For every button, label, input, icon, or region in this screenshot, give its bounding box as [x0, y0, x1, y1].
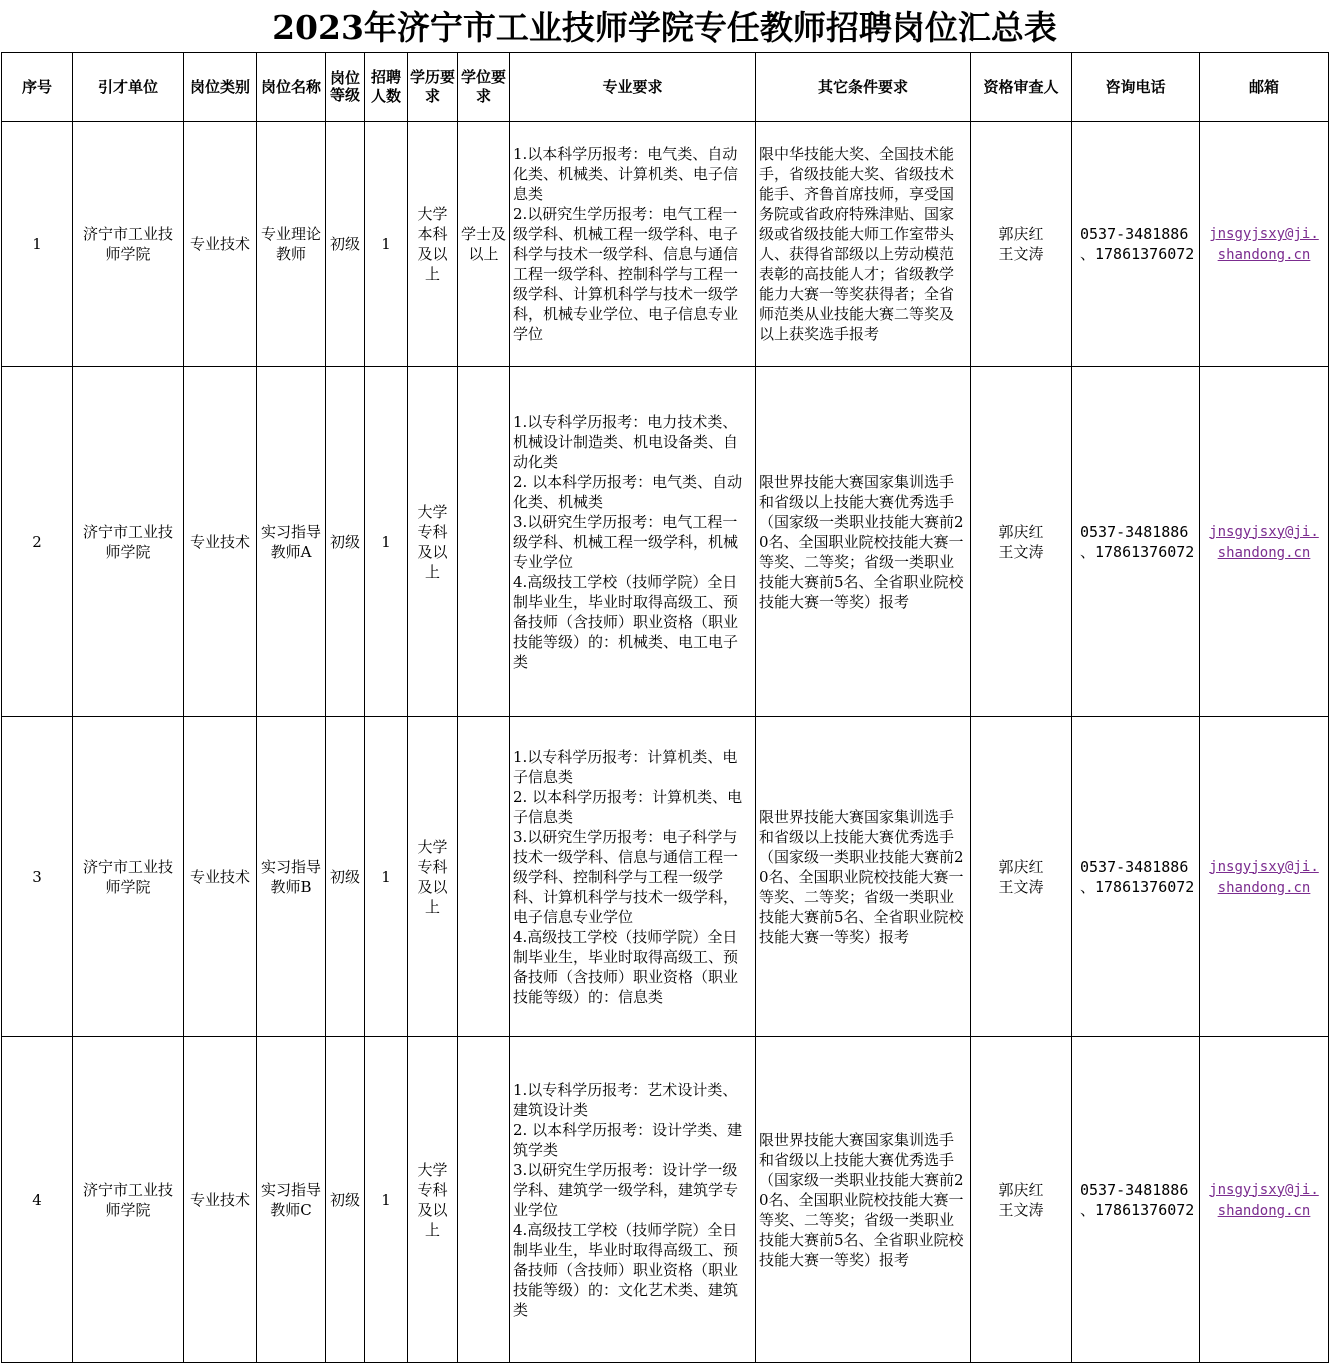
header-seq: 序号	[2, 53, 73, 122]
cell-unit[interactable]: 济宁市工业技师学院	[73, 717, 184, 1037]
cell-unit[interactable]: 济宁市工业技师学院	[73, 367, 184, 717]
cell-category[interactable]: 专业技术	[184, 122, 257, 367]
cell-seq[interactable]: 2	[2, 367, 73, 717]
cell-reviewer[interactable]: 郭庆红 王文涛	[971, 367, 1072, 717]
cell-unit[interactable]: 济宁市工业技师学院	[73, 122, 184, 367]
cell-category[interactable]: 专业技术	[184, 717, 257, 1037]
cell-position[interactable]: 实习指导教师A	[257, 367, 326, 717]
cell-position[interactable]: 实习指导教师C	[257, 1037, 326, 1363]
cell-email[interactable]	[1200, 717, 1329, 1037]
cell-education[interactable]: 大学专科及以上	[408, 1037, 458, 1363]
page-title: 2023年济宁市工业技师学院专任教师招聘岗位汇总表	[272, 8, 1057, 47]
cell-degree[interactable]	[458, 717, 510, 1037]
email-link[interactable]: jnsgyjsxy@ji. shandong.cn	[1209, 523, 1319, 561]
cell-seq[interactable]: 1	[2, 122, 73, 367]
cell-level[interactable]: 初级	[326, 367, 365, 717]
header-count: 招聘人数	[365, 53, 408, 122]
cell-reviewer[interactable]: 郭庆红 王文涛	[971, 717, 1072, 1037]
header-degree: 学位要求	[458, 53, 510, 122]
cell-level[interactable]: 初级	[326, 1037, 365, 1363]
cell-education[interactable]: 大学专科及以上	[408, 367, 458, 717]
cell-level[interactable]: 初级	[326, 122, 365, 367]
cell-major[interactable]: 1.以专科学历报考：电力技术类、机械设计制造类、机电设备类、自动化类 2. 以本科学历报考：电气类、自动化类、机械类 3.以研究生学历报考：电气工程一级学科、机械工程一级学科，机械专业学位 4.高级技工学校（技师学院）全日制毕业生，毕业时取得高级工、预备技师（含技师）职业资格（职业技能等级）的：机械类、电工电子类	[510, 367, 756, 717]
cell-reviewer[interactable]: 郭庆红 王文涛	[971, 122, 1072, 367]
cell-position[interactable]: 实习指导教师B	[257, 717, 326, 1037]
cell-major[interactable]: 1.以专科学历报考：计算机类、电子信息类 2. 以本科学历报考：计算机类、电子信息类 3.以研究生学历报考：电子科学与技术一级学科、信息与通信工程一级学科、控制科学与工程一级学科、计算机科学与技术一级学科，电子信息专业学位 4.高级技工学校（技师学院）全日制毕业生，毕业时取得高级工、预备技师（含技师）职业资格（职业技能等级）的：信息类	[510, 717, 756, 1037]
header-level: 岗位等级	[326, 53, 365, 122]
cell-phone[interactable]: 0537-3481886 、17861376072	[1072, 1037, 1200, 1363]
cell-level[interactable]: 初级	[326, 717, 365, 1037]
email-link[interactable]: jnsgyjsxy@ji. shandong.cn	[1209, 1181, 1319, 1219]
cell-count[interactable]: 1	[365, 122, 408, 367]
cell-count[interactable]: 1	[365, 717, 408, 1037]
table-row	[2, 1037, 1329, 1363]
header-major: 专业要求	[510, 53, 756, 122]
email-link[interactable]: jnsgyjsxy@ji. shandong.cn	[1209, 226, 1319, 263]
header-phone: 咨询电话	[1072, 53, 1200, 122]
cell-degree[interactable]	[458, 367, 510, 717]
cell-seq[interactable]: 3	[2, 717, 73, 1037]
header-row	[2, 53, 1329, 122]
cell-education[interactable]: 大学本科及以上	[408, 122, 458, 367]
cell-major[interactable]: 1.以专科学历报考：艺术设计类、 建筑设计类 2. 以本科学历报考：设计学类、建筑学类 3.以研究生学历报考：设计学一级学科、建筑学一级学科，建筑学专业学位 4.高级技工学校（技师学院）全日制毕业生，毕业时取得高级工、预备技师（含技师）职业资格（职业技能等级）的：文化艺术类、建筑类	[510, 1037, 756, 1363]
cell-email[interactable]	[1200, 367, 1329, 717]
header-email: 邮箱	[1200, 53, 1329, 122]
cell-phone[interactable]: 0537-3481886 、17861376072	[1072, 367, 1200, 717]
cell-phone[interactable]: 0537-3481886 、17861376072	[1072, 717, 1200, 1037]
cell-other[interactable]: 限世界技能大赛国家集训选手和省级以上技能大赛优秀选手（国家级一类职业技能大赛前20名、全国职业院校技能大赛一等奖、二等奖；省级一类职业技能大赛前5名、全省职业院校技能大赛一等奖）报考	[756, 1037, 971, 1363]
cell-count[interactable]: 1	[365, 1037, 408, 1363]
cell-seq[interactable]: 4	[2, 1037, 73, 1363]
cell-education[interactable]: 大学专科及以上	[408, 717, 458, 1037]
header-position: 岗位名称	[257, 53, 326, 122]
header-education: 学历要求	[408, 53, 458, 122]
cell-category[interactable]: 专业技术	[184, 367, 257, 717]
cell-degree[interactable]	[458, 1037, 510, 1363]
cell-email[interactable]	[1200, 1037, 1329, 1363]
table-row	[2, 717, 1329, 1037]
cell-phone[interactable]: 0537-3481886 、17861376072	[1072, 122, 1200, 367]
recruitment-table	[1, 52, 1329, 1363]
cell-position[interactable]: 专业理论教师	[257, 122, 326, 367]
cell-email[interactable]	[1200, 122, 1329, 367]
table-row	[2, 122, 1329, 367]
header-other: 其它条件要求	[756, 53, 971, 122]
table-body	[2, 122, 1329, 1363]
cell-other[interactable]: 限中华技能大奖、全国技术能手，省级技能大奖、省级技术能手、齐鲁首席技师，享受国务院或省政府特殊津贴、国家级或省级技能大师工作室带头人、获得省部级以上劳动模范表彰的高技能人才；省级教学能力大赛一等奖获得者；全省师范类从业技能大赛二等奖及以上获奖选手报考	[756, 122, 971, 367]
cell-count[interactable]: 1	[365, 367, 408, 717]
cell-other[interactable]: 限世界技能大赛国家集训选手和省级以上技能大赛优秀选手（国家级一类职业技能大赛前20名、全国职业院校技能大赛一等奖、二等奖；省级一类职业技能大赛前5名、全省职业院校技能大赛一等奖）报考	[756, 367, 971, 717]
header-unit: 引才单位	[73, 53, 184, 122]
cell-other[interactable]: 限世界技能大赛国家集训选手和省级以上技能大赛优秀选手（国家级一类职业技能大赛前20名、全国职业院校技能大赛一等奖、二等奖；省级一类职业技能大赛前5名、全省职业院校技能大赛一等奖）报考	[756, 717, 971, 1037]
header-category: 岗位类别	[184, 53, 257, 122]
cell-major[interactable]: 1.以本科学历报考：电气类、自动化类、机械类、计算机类、电子信息类 2.以研究生学历报考：电气工程一级学科、机械工程一级学科、电子科学与技术一级学科、信息与通信工程一级学科、控制科学与工程一级学科、计算机科学与技术一级学科，机械专业学位、电子信息专业学位	[510, 122, 756, 367]
cell-degree[interactable]: 学士及以上	[458, 122, 510, 367]
cell-category[interactable]: 专业技术	[184, 1037, 257, 1363]
cell-reviewer[interactable]: 郭庆红 王文涛	[971, 1037, 1072, 1363]
cell-unit[interactable]: 济宁市工业技师学院	[73, 1037, 184, 1363]
header-reviewer: 资格审查人	[971, 53, 1072, 122]
email-link[interactable]: jnsgyjsxy@ji. shandong.cn	[1209, 858, 1319, 896]
table-row	[2, 367, 1329, 717]
